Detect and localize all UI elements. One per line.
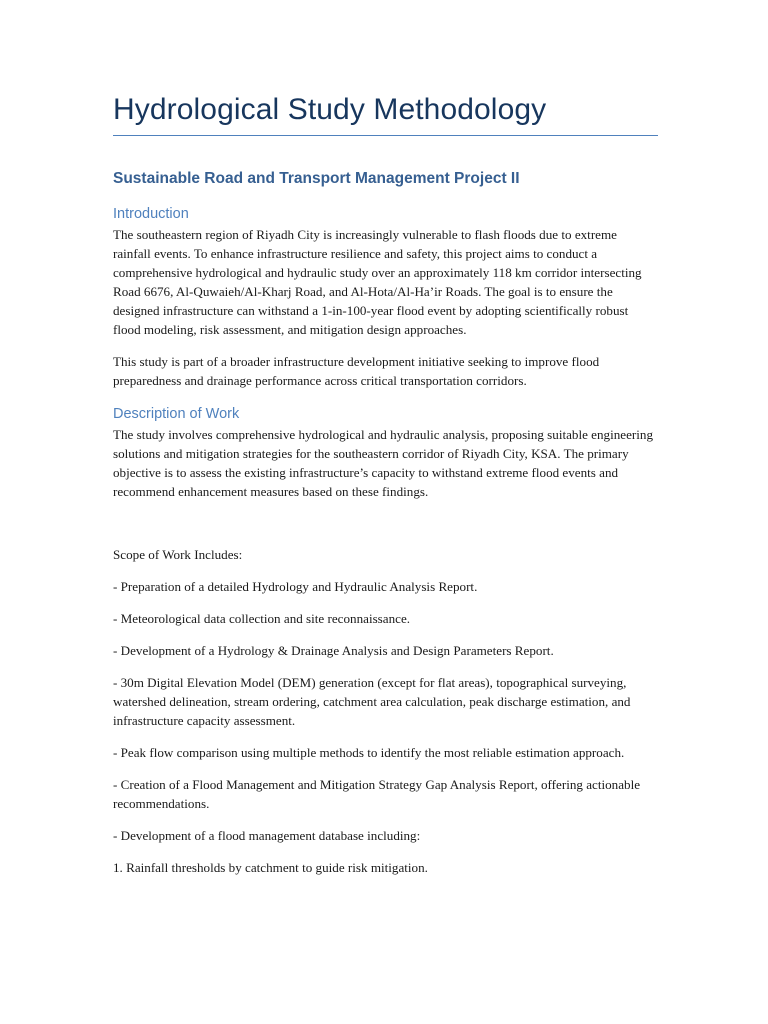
description-heading: Description of Work <box>113 405 240 422</box>
document-subtitle: Sustainable Road and Transport Management Project II <box>113 170 520 187</box>
description-paragraph: The study involves comprehensive hydrological and hydraulic analysis, proposing suitable engineering solutions and mitigation strategies for the southeastern corridor of Riyadh City, KSA. The primary objective is to assess the existing infrastructure’s capacity to withstand extreme flood events and recommend enhancement measures based on these findings. <box>113 427 653 500</box>
introduction-paragraph: The southeastern region of Riyadh City is increasingly vulnerable to flash floods due to extreme rainfall events. To enhance infrastructure resilience and safety, this project aims to conduct a comprehensive hydrological and hydraulic study over an approximately 118 km corridor intersecting Road 6676, Al-Quwaieh/Al-Kharj Road, and Al-Hota/Al-Ha’ir Roads. The goal is to ensure the designed infrastructure can withstand a 1-in-100-year flood event by adopting scientifically robust flood modeling, risk assessment, and mitigation design approaches. <box>113 226 642 337</box>
scope-item: - Peak flow comparison using multiple methods to identify the most reliable estimation approach. <box>113 745 625 761</box>
scope-item: - Development of a Hydrology & Drainage Analysis and Design Parameters Report. <box>113 643 554 659</box>
scope-item: 1. Rainfall thresholds by catchment to guide risk mitigation. <box>113 860 428 876</box>
scope-heading: Scope of Work Includes: <box>113 547 243 563</box>
scope-item: - 30m Digital Elevation Model (DEM) generation (except for flat areas), topographical surveying, watershed delineation, stream ordering, catchment area calculation, peak discharge estimation, and infrastructure capacity assessment. <box>113 675 631 729</box>
scope-item: - Meteorological data collection and site reconnaissance. <box>113 611 411 627</box>
scope-item: - Creation of a Flood Management and Mitigation Strategy Gap Analysis Report, offering actionable recommendations. <box>113 777 641 812</box>
document-page <box>113 92 658 877</box>
scope-item: - Preparation of a detailed Hydrology and Hydraulic Analysis Report. <box>113 579 478 595</box>
document-title: Hydrological Study Methodology <box>113 92 658 136</box>
introduction-heading: Introduction <box>113 205 189 222</box>
scope-item: - Development of a flood management database including: <box>113 828 421 844</box>
introduction-paragraph: This study is part of a broader infrastructure development initiative seeking to improve flood preparedness and drainage performance across critical transportation corridors. <box>113 353 600 388</box>
